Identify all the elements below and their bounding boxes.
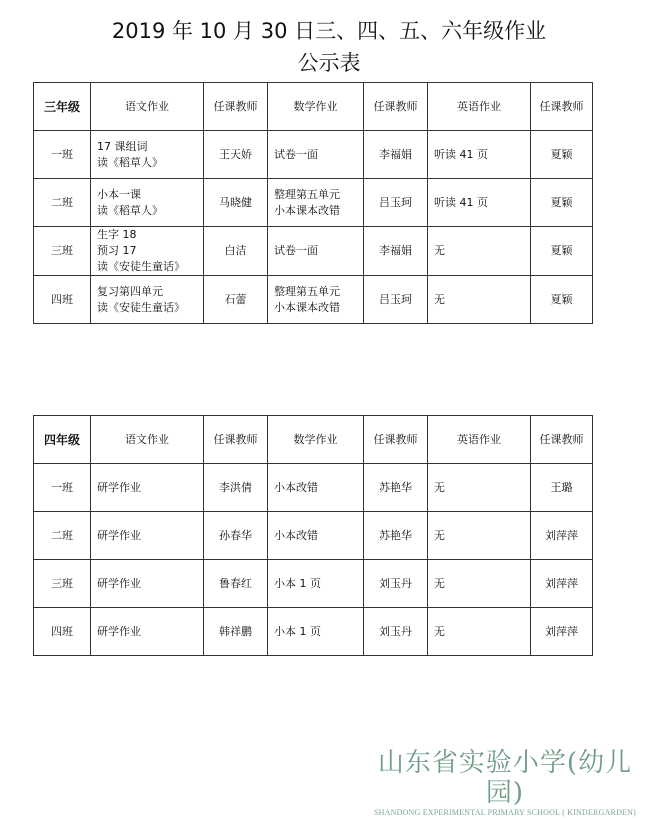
chinese-homework: 17 课组词 读《稻草人》 <box>91 131 204 179</box>
class-name: 三班 <box>34 227 91 276</box>
table-row <box>34 512 593 560</box>
header-teacher: 任课教师 <box>531 416 593 464</box>
english-homework: 无 <box>428 608 531 656</box>
math-teacher: 苏艳华 <box>364 512 428 560</box>
math-teacher: 刘玉丹 <box>364 608 428 656</box>
math-teacher: 刘玉丹 <box>364 560 428 608</box>
math-homework: 试卷一面 <box>268 227 364 276</box>
english-homework: 无 <box>428 464 531 512</box>
table-header-row <box>34 416 593 464</box>
class-name: 二班 <box>34 512 91 560</box>
math-homework: 小本 1 页 <box>268 608 364 656</box>
header-math: 数学作业 <box>268 416 364 464</box>
chinese-teacher: 李洪倩 <box>204 464 268 512</box>
english-homework: 无 <box>428 227 531 276</box>
chinese-homework: 复习第四单元 读《安徒生童话》 <box>91 276 204 324</box>
chinese-teacher: 马晓健 <box>204 179 268 227</box>
math-homework: 试卷一面 <box>268 131 364 179</box>
math-teacher: 李福娟 <box>364 227 428 276</box>
page-title: 2019 年 10 月 30 日三、四、五、六年级作业 <box>111 19 547 43</box>
chinese-teacher: 孙春华 <box>204 512 268 560</box>
school-name-chinese: 山东省实验小学(幼儿园) <box>377 748 633 808</box>
english-teacher: 夏颖 <box>531 131 593 179</box>
math-teacher: 吕玉珂 <box>364 179 428 227</box>
header-teacher: 任课教师 <box>364 416 428 464</box>
class-name: 二班 <box>34 179 91 227</box>
chinese-homework: 研学作业 <box>91 560 204 608</box>
english-teacher: 刘萍萍 <box>531 560 593 608</box>
chinese-teacher: 白洁 <box>204 227 268 276</box>
chinese-homework: 研学作业 <box>91 464 204 512</box>
header-teacher: 任课教师 <box>204 416 268 464</box>
class-name: 四班 <box>34 276 91 324</box>
english-teacher: 夏颖 <box>531 179 593 227</box>
chinese-homework: 生字 18 预习 17 读《安徒生童话》 <box>91 227 204 276</box>
table-row <box>34 608 593 656</box>
grade3-homework-table <box>33 82 593 324</box>
header-teacher: 任课教师 <box>531 83 593 131</box>
english-homework: 听读 41 页 <box>428 131 531 179</box>
table-row <box>34 131 593 179</box>
table-row <box>34 560 593 608</box>
table-row <box>34 179 593 227</box>
class-name: 一班 <box>34 131 91 179</box>
grade4-homework-table <box>33 415 593 656</box>
english-homework: 听读 41 页 <box>428 179 531 227</box>
english-teacher: 刘萍萍 <box>531 608 593 656</box>
table-row <box>34 276 593 324</box>
english-homework: 无 <box>428 512 531 560</box>
math-teacher: 苏艳华 <box>364 464 428 512</box>
english-teacher: 刘萍萍 <box>531 512 593 560</box>
chinese-teacher: 韩祥鹏 <box>204 608 268 656</box>
page-subtitle: 公示表 <box>297 51 361 75</box>
table-header-row <box>34 83 593 131</box>
table-row <box>34 227 593 276</box>
math-homework: 小本改错 <box>268 464 364 512</box>
chinese-homework: 研学作业 <box>91 512 204 560</box>
header-math: 数学作业 <box>268 83 364 131</box>
header-teacher: 任课教师 <box>204 83 268 131</box>
header-english: 英语作业 <box>428 416 531 464</box>
table-row <box>34 464 593 512</box>
english-teacher: 王璐 <box>531 464 593 512</box>
header-english: 英语作业 <box>428 83 531 131</box>
english-teacher: 夏颖 <box>531 276 593 324</box>
chinese-teacher: 王天娇 <box>204 131 268 179</box>
header-chinese: 语文作业 <box>91 416 204 464</box>
english-homework: 无 <box>428 560 531 608</box>
english-teacher: 夏颖 <box>531 227 593 276</box>
chinese-homework: 小本一课 读《稻草人》 <box>91 179 204 227</box>
grade-label: 四年级 <box>34 416 91 464</box>
math-homework: 小本改错 <box>268 512 364 560</box>
math-homework: 小本 1 页 <box>268 560 364 608</box>
math-teacher: 李福娟 <box>364 131 428 179</box>
grade-label: 三年级 <box>34 83 91 131</box>
math-homework: 整理第五单元 小本课本改错 <box>268 179 364 227</box>
class-name: 一班 <box>34 464 91 512</box>
chinese-homework: 研学作业 <box>91 608 204 656</box>
english-homework: 无 <box>428 276 531 324</box>
class-name: 三班 <box>34 560 91 608</box>
school-logo <box>360 748 650 818</box>
header-teacher: 任课教师 <box>364 83 428 131</box>
chinese-teacher: 鲁春红 <box>204 560 268 608</box>
math-homework: 整理第五单元 小本课本改错 <box>268 276 364 324</box>
math-teacher: 吕玉珂 <box>364 276 428 324</box>
school-name-english: SHANDONG EXPERIMENTAL PRIMARY SCHOOL ( KINDERGARDEN) <box>374 808 636 817</box>
chinese-teacher: 石蕾 <box>204 276 268 324</box>
header-chinese: 语文作业 <box>91 83 204 131</box>
class-name: 四班 <box>34 608 91 656</box>
